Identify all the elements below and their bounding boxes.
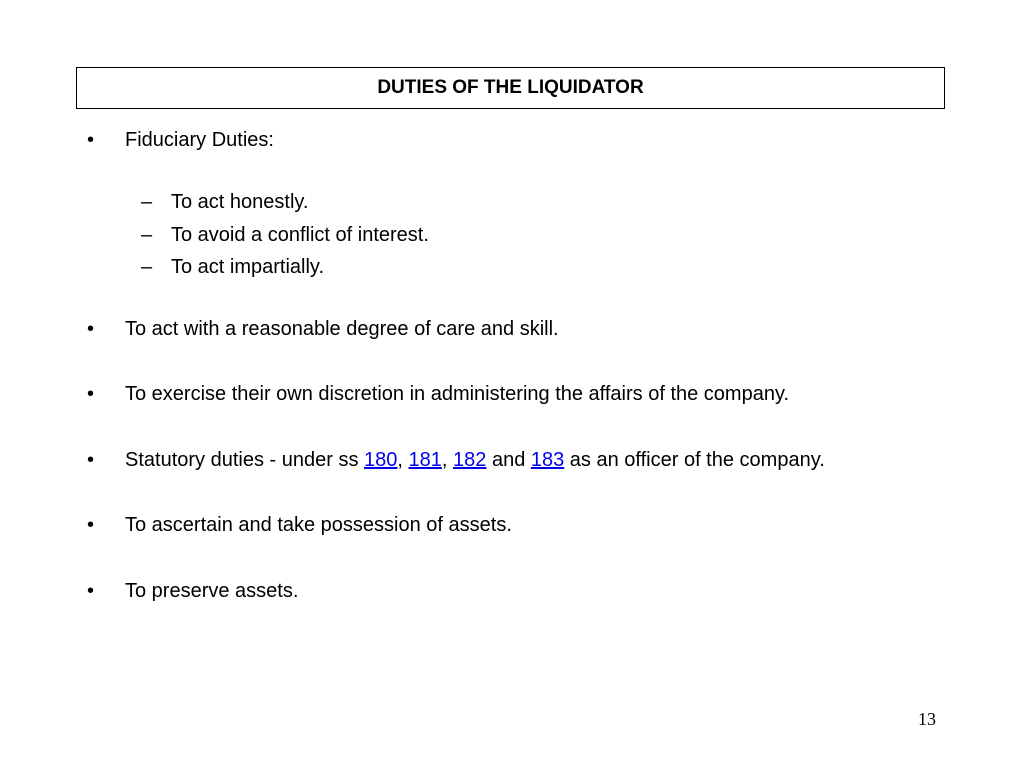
- sub-item-text: To act honestly.: [171, 191, 309, 213]
- section-180-link[interactable]: 180: [364, 449, 398, 471]
- separator-comma: ,: [397, 449, 409, 471]
- statutory-text: [125, 448, 825, 472]
- bullet-marker: •: [87, 514, 95, 536]
- care-skill-text: To act with a reasonable degree of care and skill.: [125, 318, 559, 340]
- slide-title: DUTIES OF THE LIQUIDATOR: [377, 77, 644, 98]
- sub-item-text: To avoid a conflict of interest.: [171, 224, 429, 246]
- ascertain-text: To ascertain and take possession of assets.: [125, 514, 512, 536]
- dash-marker: –: [141, 256, 153, 278]
- statutory-suffix: as an officer of the company.: [564, 449, 825, 471]
- separator-and: and: [486, 449, 531, 471]
- sub-item-text: To act impartially.: [171, 256, 325, 278]
- separator-comma: ,: [441, 449, 454, 471]
- dash-marker: –: [141, 191, 153, 213]
- title-box: [76, 67, 945, 109]
- section-183-link[interactable]: 183: [530, 449, 565, 471]
- preserve-text: To preserve assets.: [125, 580, 299, 602]
- bullet-marker: •: [87, 383, 95, 405]
- section-182-link[interactable]: 182: [453, 449, 487, 471]
- bullet-marker: •: [87, 129, 95, 151]
- section-181-link[interactable]: 181: [408, 449, 442, 471]
- bullet-marker: •: [87, 449, 95, 471]
- discretion-text: To exercise their own discretion in administering the affairs of the company.: [125, 383, 790, 405]
- page-number: 13: [918, 709, 936, 729]
- fiduciary-label: Fiduciary Duties:: [125, 129, 274, 151]
- dash-marker: –: [141, 224, 153, 246]
- bullet-marker: •: [87, 580, 95, 602]
- bullet-marker: •: [87, 318, 95, 340]
- statutory-prefix: Statutory duties - under ss: [125, 449, 365, 471]
